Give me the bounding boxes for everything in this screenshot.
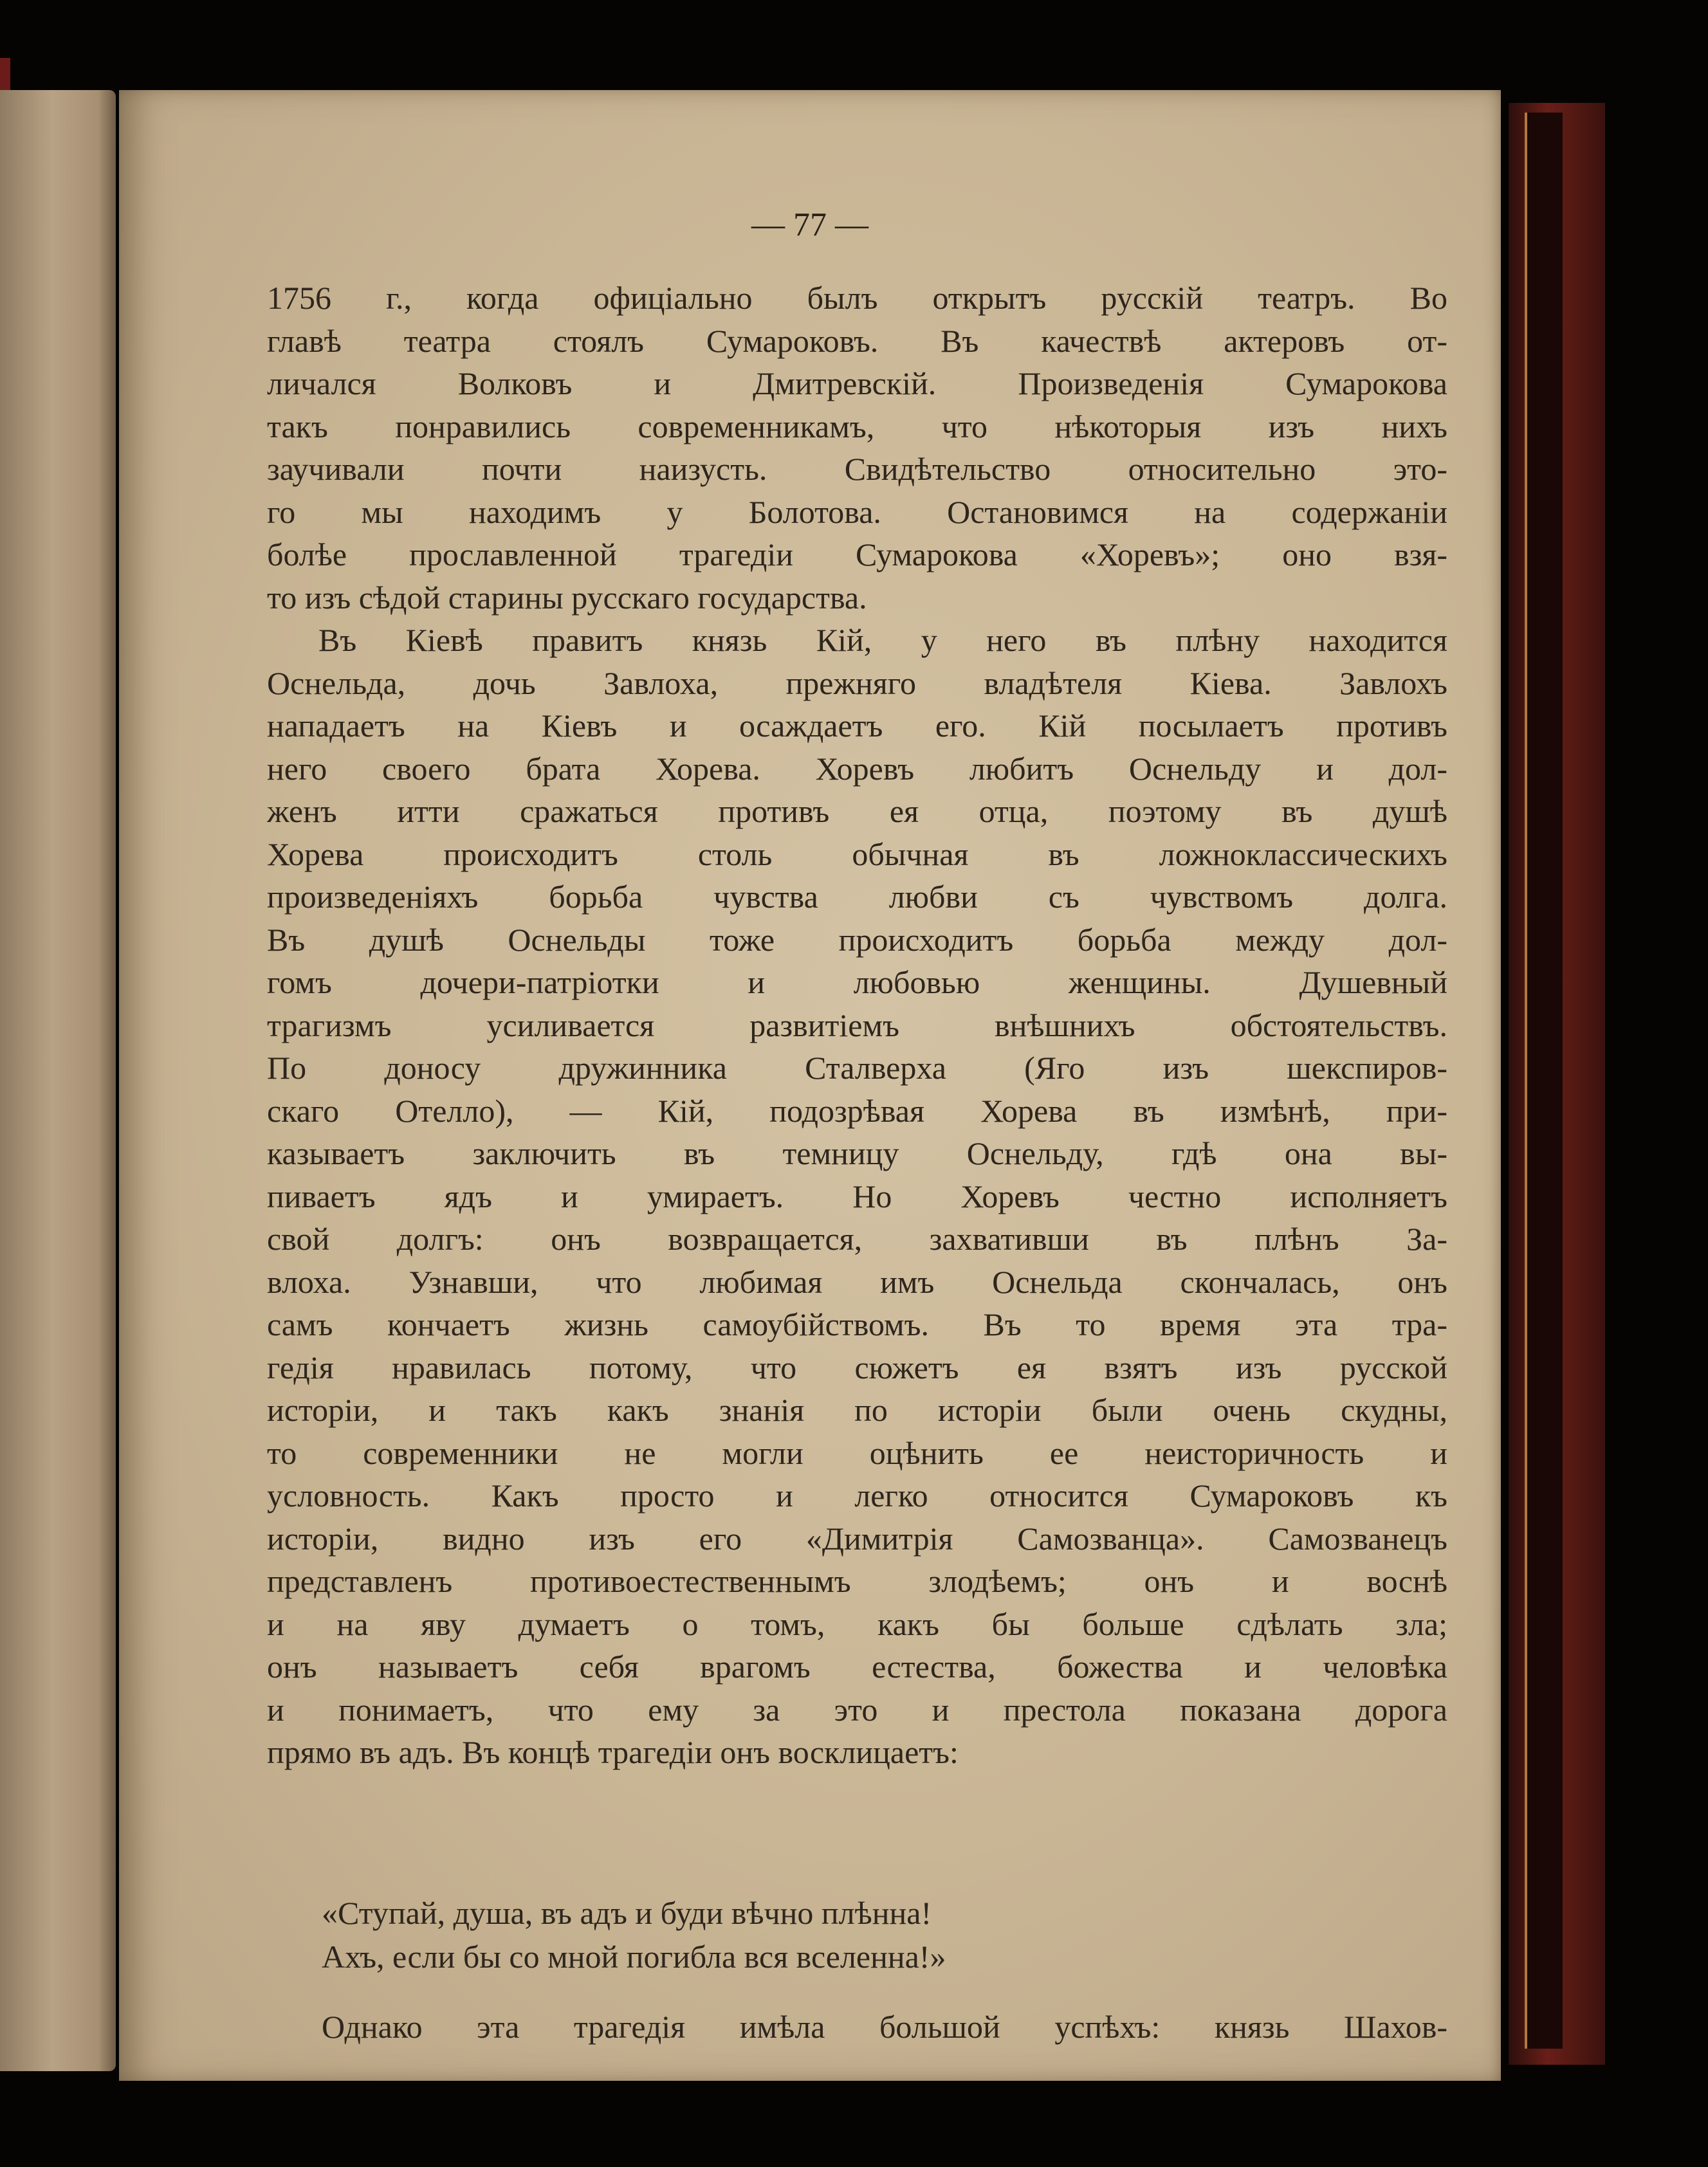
text-line: то современники не могли оцѣнить ее неисторичность и: [267, 1434, 1447, 1471]
text-line: него своего брата Хорева. Хоревъ любитъ Оснельду и дол-: [267, 750, 1447, 787]
text-line: трагизмъ усиливается развитіемъ внѣшнихъ обстоятельствъ.: [267, 1007, 1447, 1043]
left-page-edge: [0, 90, 116, 2071]
book-page: [119, 90, 1501, 2081]
text-line: и на яву думаетъ о томъ, какъ бы больше сдѣлать зла;: [267, 1605, 1447, 1642]
text-line: исторіи, видно изъ его «Димитрія Самозванца». Самозванецъ: [267, 1520, 1447, 1557]
text-line: скаго Отелло), — Кій, подозрѣвая Хорева въ измѣнѣ, при-: [267, 1092, 1447, 1129]
text-line: главѣ театра стоялъ Сумароковъ. Въ качествѣ актеровъ от-: [267, 322, 1447, 359]
text-line: исторіи, и такъ какъ знанія по исторіи были очень скудны,: [267, 1392, 1447, 1428]
text-line: 1756 г., когда офиціально былъ открытъ русскій театръ. Во: [267, 280, 1447, 316]
main-text: [267, 277, 1447, 1774]
text-line: казываетъ заключить въ темницу Оснельду, гдѣ она вы-: [267, 1135, 1447, 1171]
text-line: прямо въ адъ. Въ концѣ трагедіи онъ восклицаетъ:: [267, 1734, 959, 1770]
paragraph-1: [267, 277, 1447, 619]
text-line: личался Волковъ и Дмитревскій. Произведенія Сумарокова: [267, 365, 1447, 401]
text-line: Въ Кіевѣ правитъ князь Кій, у него въ плѣну находится: [318, 622, 1447, 658]
text-line: произведеніяхъ борьба чувства любви съ чувствомъ долга.: [267, 879, 1447, 915]
text-line: представленъ противоестественнымъ злодѣемъ; онъ и воснѣ: [267, 1563, 1447, 1599]
page-number: — 77 —: [751, 206, 868, 243]
text-line: свой долгъ: онъ возвращается, захвативши въ плѣнъ За-: [267, 1221, 1447, 1257]
paragraph-2: [267, 619, 1447, 1774]
text-line: нападаетъ на Кіевъ и осаждаетъ его. Кій посылаетъ противъ: [267, 708, 1447, 744]
text-line: и понимаетъ, что ему за это и престола показана дорога: [267, 1691, 1447, 1728]
text-line: влоха. Узнавши, что любимая имъ Оснельда скончалась, онъ: [267, 1263, 1447, 1300]
verse-line: Ахъ, если бы со мной погибла вся вселенна!»: [322, 1939, 946, 1975]
text-line: Оснельда, дочь Завлоха, прежняго владѣтеля Кіева. Завлохъ: [267, 664, 1447, 701]
text-line: то изъ сѣдой старины русскаго государства.: [267, 579, 867, 616]
text-line: Въ душѣ Оснельды тоже происходитъ борьба между дол-: [267, 921, 1447, 958]
text-line: болѣе прославленной трагедіи Сумарокова «Хоревъ»; оно взя-: [267, 536, 1447, 572]
text-line: го мы находимъ у Болотова. Остановимся на содержаніи: [267, 493, 1447, 530]
text-line: По доносу дружинника Сталверха (Яго изъ шекспиров-: [267, 1050, 1447, 1086]
text-line: гедія нравилась потому, что сюжетъ ея взятъ изъ русской: [267, 1349, 1447, 1385]
book-cover-inner: [1525, 113, 1563, 2049]
text-line: пиваетъ ядъ и умираетъ. Но Хоревъ честно исполняетъ: [267, 1178, 1447, 1214]
text-line: Хорева происходитъ столь обычная въ ложноклассическихъ: [267, 836, 1447, 872]
text-line: гомъ дочери-патріотки и любовью женщины. Душевный: [267, 964, 1447, 1000]
text-line: такъ понравились современникамъ, что нѣкоторыя изъ нихъ: [267, 408, 1447, 444]
verse-line: «Ступай, душа, въ адъ и буди вѣчно плѣнна!: [322, 1895, 932, 1931]
text-line: женъ итти сражаться противъ ея отца, поэтому въ душѣ: [267, 793, 1447, 829]
text-line: заучивали почти наизусть. Свидѣтельство относительно это-: [267, 451, 1447, 487]
text-line: онъ называетъ себя врагомъ естества, божества и человѣка: [267, 1649, 1447, 1685]
closing-line: Однако эта трагедія имѣла большой успѣхъ: князь Шахов-: [322, 2009, 1447, 2045]
verse-quote: [322, 1891, 1351, 1979]
text-line: условность. Какъ просто и легко относится Сумароковъ къ: [267, 1477, 1447, 1513]
text-line: самъ кончаетъ жизнь самоубійствомъ. Въ то время эта тра-: [267, 1306, 1447, 1342]
